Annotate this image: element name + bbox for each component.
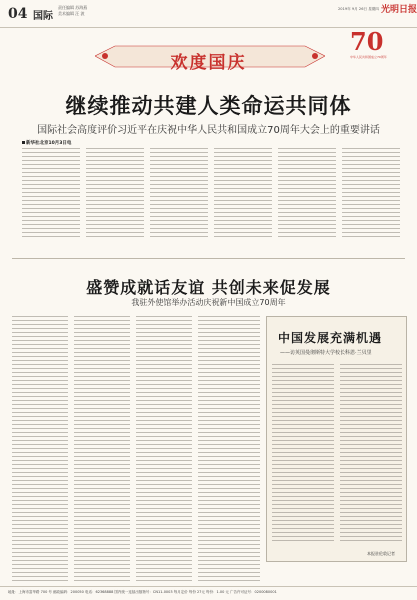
page-header — [0, 0, 417, 28]
editor-line: 美术编辑 汪 波 — [58, 11, 85, 16]
anniversary-caption: 中华人民共和国成立70周年 — [350, 55, 387, 59]
sidebar-subtitle: ——访英国曼彻斯特大学校长科恩·兰贝里 — [280, 350, 372, 356]
byline-text: 新华社北京10月3日电 — [26, 141, 72, 146]
article1-subheadline: 国际社会高度评价习近平在庆祝中华人民共和国成立70周年大会上的重要讲话 — [37, 125, 380, 136]
text-column — [278, 148, 336, 240]
sidebar-author: 本报驻伦敦记者 — [367, 551, 395, 556]
footer-text: 地址：上海市富华路 700 号 邮政编码：200050 电话：62368888 国内统一连续出版物号：CN11-0003 每月定价 每份 27元 每份：1.00 元 广告许可证号：0200080001 — [8, 590, 277, 594]
section-name: 国际 — [33, 11, 53, 22]
banner-title: 欢度国庆 — [170, 53, 247, 73]
text-column — [272, 364, 334, 544]
issue-date: 2019年 9月 26日 星期四 — [338, 7, 379, 11]
section-divider — [12, 258, 405, 259]
text-column — [86, 148, 144, 240]
newspaper-masthead: 光明日报 — [381, 5, 417, 15]
article1-body — [0, 148, 417, 240]
page-footer — [0, 586, 417, 600]
bullet-square-icon — [22, 141, 25, 144]
page-number: 04 — [8, 6, 28, 22]
text-column — [150, 148, 208, 240]
text-column — [342, 148, 400, 240]
anniversary-logo — [350, 27, 410, 70]
text-column — [214, 148, 272, 240]
article1-byline — [22, 140, 71, 146]
text-column — [340, 364, 402, 544]
sidebar-body — [0, 364, 417, 544]
article2-subheadline: 我驻外使馆举办活动庆祝新中国成立70周年 — [131, 298, 286, 307]
article1-headline: 继续推动共建人类命运共同体 — [65, 93, 352, 118]
article2-headline: 盛赞成就话友谊 共创未来促发展 — [86, 278, 331, 297]
sidebar-title: 中国发展充满机遇 — [278, 331, 383, 345]
editors-credit — [58, 5, 87, 17]
editor-line: 责任编辑 苏海燕 — [58, 5, 88, 10]
anniversary-number: 70 — [350, 27, 384, 56]
text-column — [22, 148, 80, 240]
